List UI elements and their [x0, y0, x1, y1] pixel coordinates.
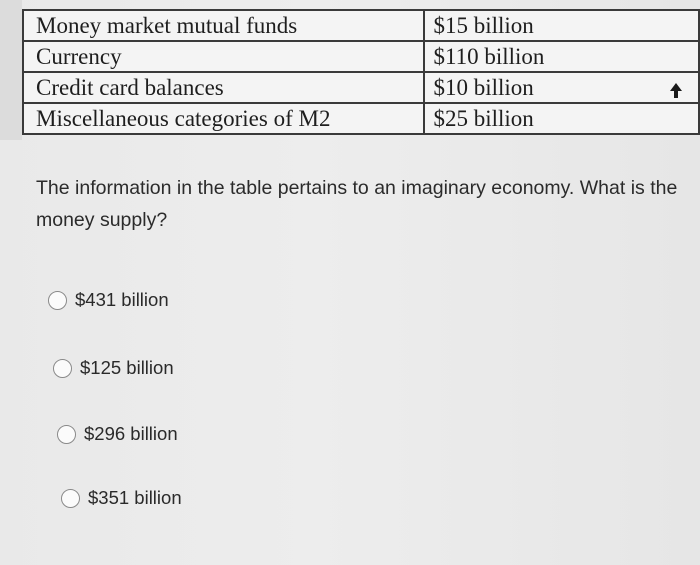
table-cell-value: $10 billion: [424, 72, 699, 103]
option-label[interactable]: $296 billion: [84, 423, 178, 444]
option-label[interactable]: $125 billion: [80, 357, 174, 378]
table-cell-value: $110 billion: [424, 41, 699, 72]
table-row: [23, 10, 699, 41]
radio-button-icon[interactable]: [61, 489, 80, 508]
background-band: [0, 0, 22, 140]
answer-option[interactable]: [48, 289, 169, 311]
radio-button-icon[interactable]: [53, 359, 72, 378]
radio-button-icon[interactable]: [48, 291, 67, 310]
money-supply-table: [22, 9, 700, 135]
table-row: [23, 41, 699, 72]
table-cell-category: Miscellaneous categories of M2: [23, 103, 424, 134]
answer-option[interactable]: [57, 423, 178, 445]
table-cell-category: Currency: [23, 41, 424, 72]
option-label[interactable]: $351 billion: [88, 487, 182, 508]
table-row: [23, 103, 699, 134]
table-row: [23, 72, 699, 103]
table-cell-value: $25 billion: [424, 103, 699, 134]
answer-option[interactable]: [61, 487, 182, 509]
answer-option[interactable]: [53, 357, 174, 379]
option-label[interactable]: $431 billion: [75, 289, 169, 310]
table-cell-category: Credit card balances: [23, 72, 424, 103]
question-line: money supply?: [36, 209, 168, 231]
question-line: The information in the table pertains to an imaginary economy. What is the: [36, 177, 678, 199]
question-text: [36, 172, 700, 236]
table-cell-value: $15 billion: [424, 10, 699, 41]
table-cell-category: Money market mutual funds: [23, 10, 424, 41]
mouse-cursor-icon: [670, 83, 682, 99]
radio-button-icon[interactable]: [57, 425, 76, 444]
